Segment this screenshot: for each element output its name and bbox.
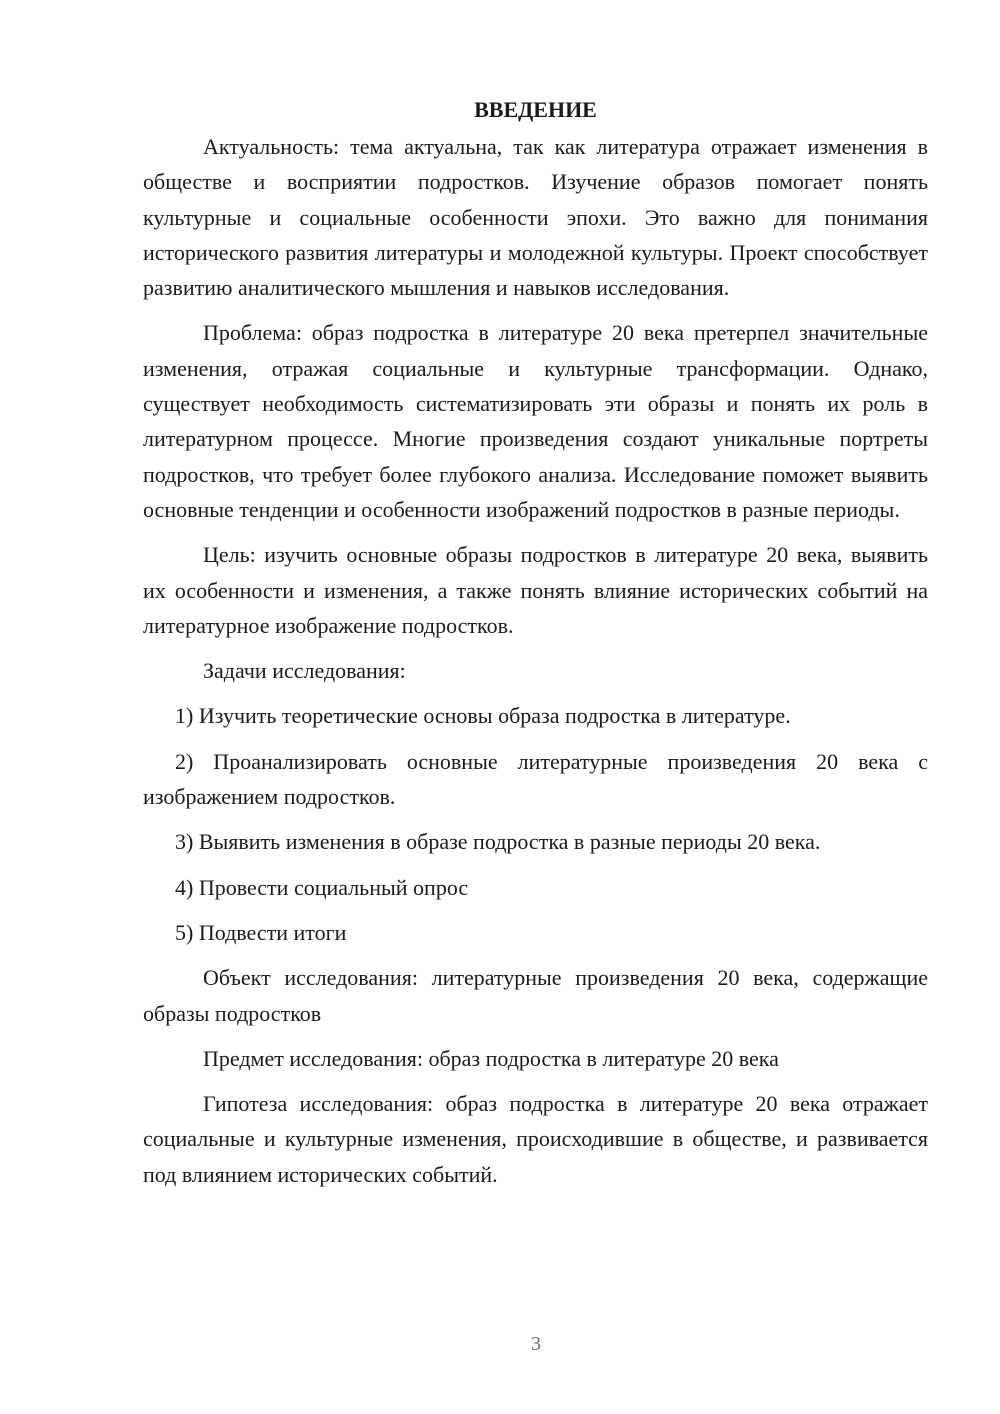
- paragraph-problem: Проблема: образ подростка в литературе 20 века претерпел значительные изменения, отражая социальные и культурные трансформации. Однако, существует необходимость систематизировать эти образы и понять их роль в литературном процессе. Многие произведения создают уникальные портреты подростков, что требует более глубокого анализа. Исследование поможет выявить основные тенденции и особенности изображений подростков в разные периоды.: [143, 320, 928, 522]
- paragraph-goal: Цель: изучить основные образы подростков в литературе 20 века, выявить их особенности и изменения, а также понять влияние исторических событий на литературное изображение подростков.: [143, 542, 928, 638]
- paragraph-subject: Предмет исследования: образ подростка в литературе 20 века: [203, 1045, 779, 1071]
- document-page: [143, 92, 928, 1202]
- task-item-1: 1) Изучить теоретические основы образа подростка в литературе.: [175, 703, 791, 729]
- page-number: 3: [531, 1333, 541, 1355]
- paragraph-tasks-intro: Задачи исследования:: [203, 658, 406, 684]
- task-item-3: 3) Выявить изменения в образе подростка в разные периоды 20 века.: [175, 829, 821, 855]
- paragraph-object: Объект исследования: литературные произведения 20 века, содержащие образы подростков: [143, 965, 928, 1026]
- paragraph-relevance: Актуальность: тема актуальна, так как литература отражает изменения в обществе и восприятии подростков. Изучение образов помогает понять культурные и социальные особенности эпохи. Это важно для понимания исторического развития литературы и молодежной культуры. Проект способствует развитию аналитического мышления и навыков исследования.: [143, 134, 928, 301]
- task-item-4: 4) Провести социальный опрос: [175, 874, 469, 900]
- task-item-2: 2) Проанализировать основные литературные произведения 20 века с изображением подростков.: [143, 748, 928, 810]
- section-heading: ВВЕДЕНИЕ: [474, 97, 597, 122]
- task-item-5: 5) Подвести итоги: [175, 919, 347, 945]
- paragraph-hypothesis: Гипотеза исследования: образ подростка в литературе 20 века отражает социальные и культурные изменения, происходившие в обществе, и развивается под влиянием исторических событий.: [143, 1091, 928, 1187]
